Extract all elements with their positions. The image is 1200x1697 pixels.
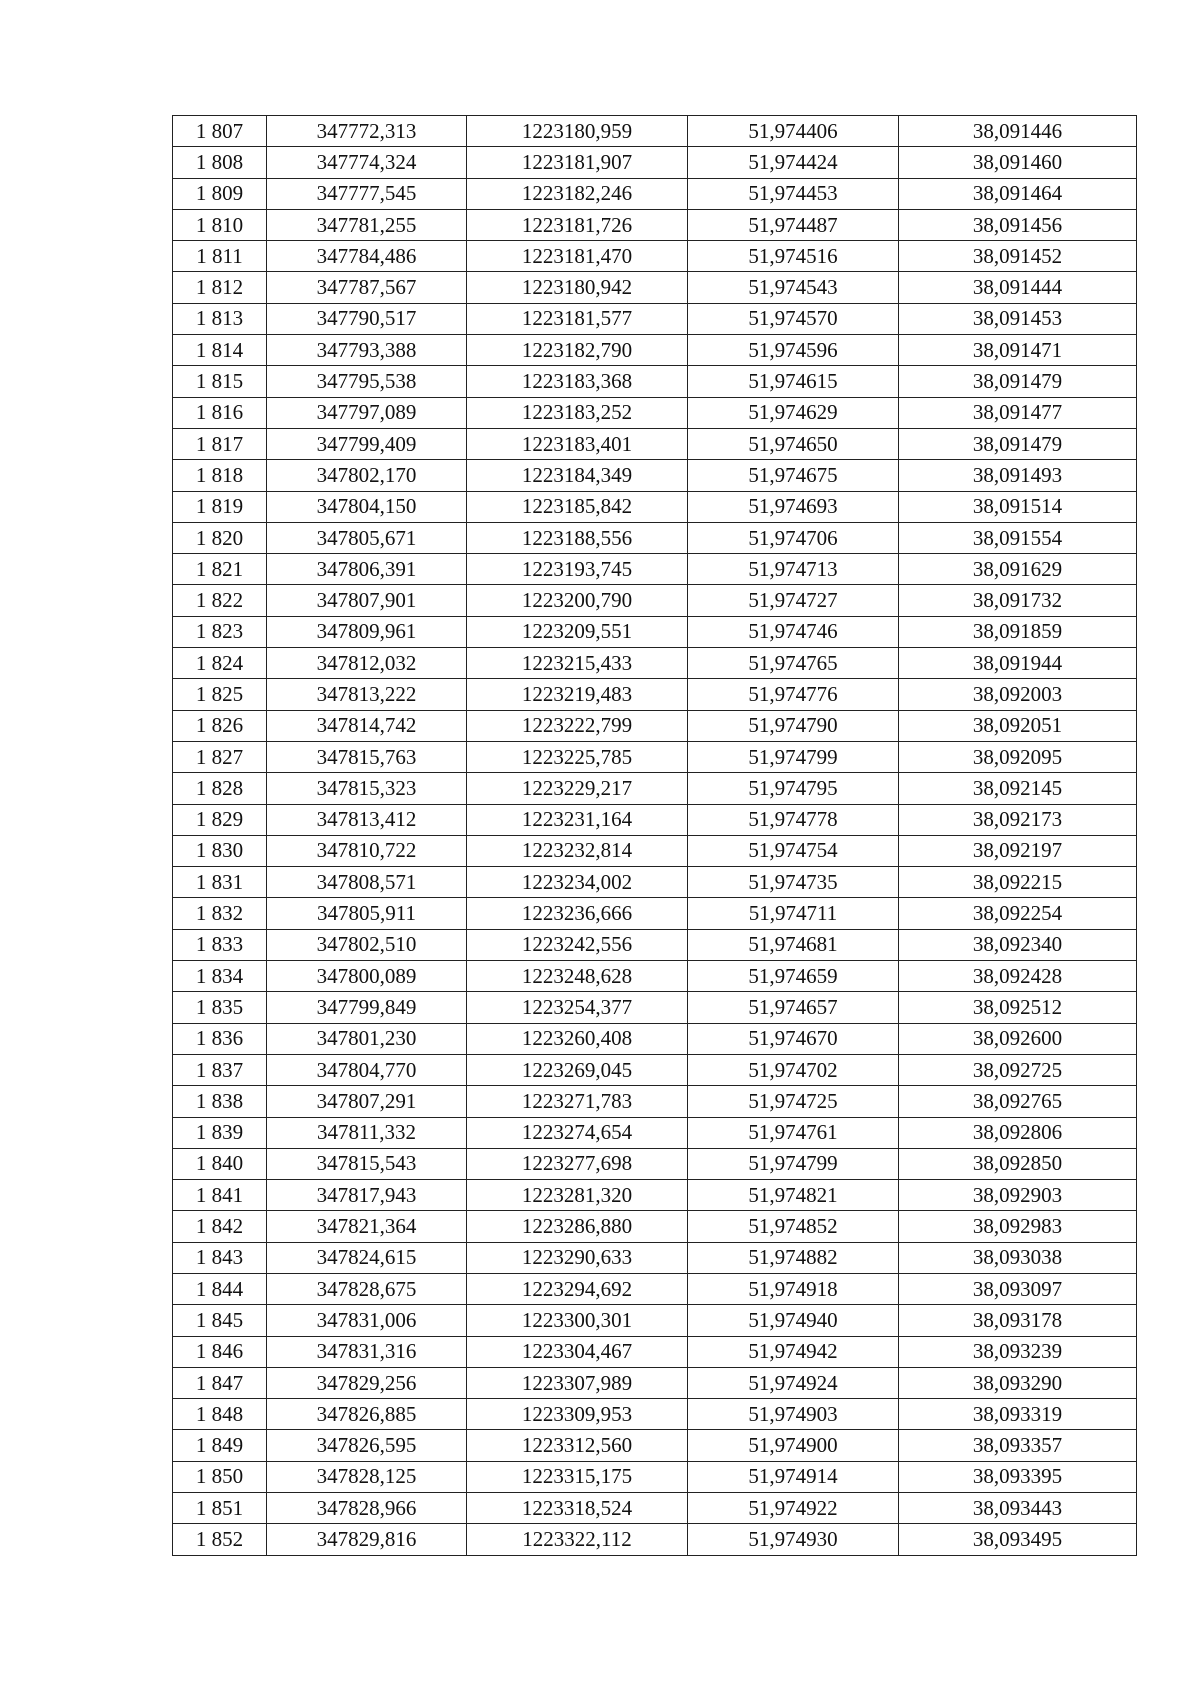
latitude-cell: 51,974453 [688, 178, 899, 209]
latitude-cell: 51,974516 [688, 241, 899, 272]
table-row [173, 303, 1137, 334]
latitude-cell: 51,974799 [688, 1148, 899, 1179]
y-coordinate-cell: 1223274,654 [467, 1117, 688, 1148]
longitude-cell: 38,092725 [899, 1054, 1137, 1085]
table-row [173, 1148, 1137, 1179]
y-coordinate-cell: 1223225,785 [467, 741, 688, 772]
x-coordinate-cell: 347811,332 [267, 1117, 467, 1148]
x-coordinate-cell: 347804,770 [267, 1054, 467, 1085]
table-row [173, 648, 1137, 679]
longitude-cell: 38,091514 [899, 491, 1137, 522]
y-coordinate-cell: 1223181,726 [467, 209, 688, 240]
latitude-cell: 51,974735 [688, 867, 899, 898]
x-coordinate-cell: 347797,089 [267, 397, 467, 428]
point-number-cell: 1 831 [173, 867, 267, 898]
table-row [173, 961, 1137, 992]
point-number-cell: 1 815 [173, 366, 267, 397]
y-coordinate-cell: 1223309,953 [467, 1399, 688, 1430]
y-coordinate-cell: 1223184,349 [467, 460, 688, 491]
y-coordinate-cell: 1223236,666 [467, 898, 688, 929]
longitude-cell: 38,093395 [899, 1461, 1137, 1492]
point-number-cell: 1 809 [173, 178, 267, 209]
table-row [173, 1461, 1137, 1492]
y-coordinate-cell: 1223183,401 [467, 428, 688, 459]
point-number-cell: 1 841 [173, 1180, 267, 1211]
table-row [173, 585, 1137, 616]
longitude-cell: 38,091732 [899, 585, 1137, 616]
point-number-cell: 1 852 [173, 1524, 267, 1555]
table-row [173, 272, 1137, 303]
longitude-cell: 38,091477 [899, 397, 1137, 428]
y-coordinate-cell: 1223315,175 [467, 1461, 688, 1492]
y-coordinate-cell: 1223215,433 [467, 648, 688, 679]
point-number-cell: 1 808 [173, 147, 267, 178]
longitude-cell: 38,091446 [899, 116, 1137, 147]
table-row [173, 1524, 1137, 1555]
y-coordinate-cell: 1223209,551 [467, 616, 688, 647]
longitude-cell: 38,092983 [899, 1211, 1137, 1242]
x-coordinate-cell: 347812,032 [267, 648, 467, 679]
longitude-cell: 38,091471 [899, 335, 1137, 366]
x-coordinate-cell: 347787,567 [267, 272, 467, 303]
table-row [173, 397, 1137, 428]
longitude-cell: 38,092197 [899, 835, 1137, 866]
table-row [173, 116, 1137, 147]
longitude-cell: 38,091479 [899, 366, 1137, 397]
longitude-cell: 38,092806 [899, 1117, 1137, 1148]
table-row [173, 1211, 1137, 1242]
longitude-cell: 38,093239 [899, 1336, 1137, 1367]
longitude-cell: 38,092003 [899, 679, 1137, 710]
y-coordinate-cell: 1223219,483 [467, 679, 688, 710]
longitude-cell: 38,091460 [899, 147, 1137, 178]
y-coordinate-cell: 1223183,368 [467, 366, 688, 397]
y-coordinate-cell: 1223180,942 [467, 272, 688, 303]
latitude-cell: 51,974918 [688, 1273, 899, 1304]
x-coordinate-cell: 347813,412 [267, 804, 467, 835]
longitude-cell: 38,091493 [899, 460, 1137, 491]
table-row [173, 147, 1137, 178]
latitude-cell: 51,974799 [688, 741, 899, 772]
table-row [173, 1117, 1137, 1148]
latitude-cell: 51,974922 [688, 1493, 899, 1524]
point-number-cell: 1 833 [173, 929, 267, 960]
point-number-cell: 1 821 [173, 554, 267, 585]
latitude-cell: 51,974776 [688, 679, 899, 710]
point-number-cell: 1 811 [173, 241, 267, 272]
longitude-cell: 38,093178 [899, 1305, 1137, 1336]
point-number-cell: 1 840 [173, 1148, 267, 1179]
point-number-cell: 1 844 [173, 1273, 267, 1304]
y-coordinate-cell: 1223312,560 [467, 1430, 688, 1461]
y-coordinate-cell: 1223200,790 [467, 585, 688, 616]
point-number-cell: 1 839 [173, 1117, 267, 1148]
y-coordinate-cell: 1223229,217 [467, 773, 688, 804]
x-coordinate-cell: 347824,615 [267, 1242, 467, 1273]
latitude-cell: 51,974711 [688, 898, 899, 929]
table-row [173, 898, 1137, 929]
longitude-cell: 38,092173 [899, 804, 1137, 835]
coordinates-table [172, 115, 1137, 1556]
latitude-cell: 51,974900 [688, 1430, 899, 1461]
point-number-cell: 1 817 [173, 428, 267, 459]
y-coordinate-cell: 1223242,556 [467, 929, 688, 960]
point-number-cell: 1 838 [173, 1086, 267, 1117]
latitude-cell: 51,974754 [688, 835, 899, 866]
latitude-cell: 51,974903 [688, 1399, 899, 1430]
point-number-cell: 1 824 [173, 648, 267, 679]
point-number-cell: 1 816 [173, 397, 267, 428]
y-coordinate-cell: 1223234,002 [467, 867, 688, 898]
latitude-cell: 51,974424 [688, 147, 899, 178]
table-row [173, 710, 1137, 741]
y-coordinate-cell: 1223322,112 [467, 1524, 688, 1555]
point-number-cell: 1 830 [173, 835, 267, 866]
y-coordinate-cell: 1223182,246 [467, 178, 688, 209]
latitude-cell: 51,974746 [688, 616, 899, 647]
x-coordinate-cell: 347826,885 [267, 1399, 467, 1430]
point-number-cell: 1 842 [173, 1211, 267, 1242]
y-coordinate-cell: 1223181,907 [467, 147, 688, 178]
longitude-cell: 38,093290 [899, 1367, 1137, 1398]
table-row [173, 241, 1137, 272]
x-coordinate-cell: 347806,391 [267, 554, 467, 585]
point-number-cell: 1 819 [173, 491, 267, 522]
latitude-cell: 51,974596 [688, 335, 899, 366]
table-row [173, 1086, 1137, 1117]
latitude-cell: 51,974670 [688, 1023, 899, 1054]
coordinates-table-body [173, 116, 1137, 1556]
longitude-cell: 38,091554 [899, 522, 1137, 553]
x-coordinate-cell: 347815,543 [267, 1148, 467, 1179]
point-number-cell: 1 843 [173, 1242, 267, 1273]
y-coordinate-cell: 1223307,989 [467, 1367, 688, 1398]
latitude-cell: 51,974713 [688, 554, 899, 585]
x-coordinate-cell: 347809,961 [267, 616, 467, 647]
point-number-cell: 1 812 [173, 272, 267, 303]
y-coordinate-cell: 1223188,556 [467, 522, 688, 553]
latitude-cell: 51,974940 [688, 1305, 899, 1336]
x-coordinate-cell: 347772,313 [267, 116, 467, 147]
x-coordinate-cell: 347801,230 [267, 1023, 467, 1054]
point-number-cell: 1 820 [173, 522, 267, 553]
table-row [173, 741, 1137, 772]
x-coordinate-cell: 347829,816 [267, 1524, 467, 1555]
longitude-cell: 38,092051 [899, 710, 1137, 741]
latitude-cell: 51,974924 [688, 1367, 899, 1398]
longitude-cell: 38,092903 [899, 1180, 1137, 1211]
x-coordinate-cell: 347829,256 [267, 1367, 467, 1398]
y-coordinate-cell: 1223181,470 [467, 241, 688, 272]
table-row [173, 428, 1137, 459]
latitude-cell: 51,974882 [688, 1242, 899, 1273]
latitude-cell: 51,974657 [688, 992, 899, 1023]
x-coordinate-cell: 347814,742 [267, 710, 467, 741]
x-coordinate-cell: 347781,255 [267, 209, 467, 240]
y-coordinate-cell: 1223183,252 [467, 397, 688, 428]
latitude-cell: 51,974650 [688, 428, 899, 459]
table-row [173, 491, 1137, 522]
point-number-cell: 1 835 [173, 992, 267, 1023]
table-row [173, 804, 1137, 835]
point-number-cell: 1 814 [173, 335, 267, 366]
x-coordinate-cell: 347817,943 [267, 1180, 467, 1211]
y-coordinate-cell: 1223290,633 [467, 1242, 688, 1273]
latitude-cell: 51,974615 [688, 366, 899, 397]
longitude-cell: 38,091452 [899, 241, 1137, 272]
longitude-cell: 38,093357 [899, 1430, 1137, 1461]
longitude-cell: 38,093319 [899, 1399, 1137, 1430]
point-number-cell: 1 823 [173, 616, 267, 647]
longitude-cell: 38,091464 [899, 178, 1137, 209]
latitude-cell: 51,974659 [688, 961, 899, 992]
y-coordinate-cell: 1223294,692 [467, 1273, 688, 1304]
table-row [173, 1273, 1137, 1304]
latitude-cell: 51,974693 [688, 491, 899, 522]
x-coordinate-cell: 347799,849 [267, 992, 467, 1023]
x-coordinate-cell: 347777,545 [267, 178, 467, 209]
y-coordinate-cell: 1223193,745 [467, 554, 688, 585]
table-row [173, 460, 1137, 491]
x-coordinate-cell: 347808,571 [267, 867, 467, 898]
table-row [173, 522, 1137, 553]
x-coordinate-cell: 347831,006 [267, 1305, 467, 1336]
table-row [173, 929, 1137, 960]
table-row [173, 616, 1137, 647]
x-coordinate-cell: 347807,901 [267, 585, 467, 616]
point-number-cell: 1 834 [173, 961, 267, 992]
latitude-cell: 51,974543 [688, 272, 899, 303]
latitude-cell: 51,974570 [688, 303, 899, 334]
point-number-cell: 1 832 [173, 898, 267, 929]
longitude-cell: 38,092765 [899, 1086, 1137, 1117]
x-coordinate-cell: 347784,486 [267, 241, 467, 272]
point-number-cell: 1 826 [173, 710, 267, 741]
y-coordinate-cell: 1223269,045 [467, 1054, 688, 1085]
y-coordinate-cell: 1223260,408 [467, 1023, 688, 1054]
longitude-cell: 38,091479 [899, 428, 1137, 459]
latitude-cell: 51,974487 [688, 209, 899, 240]
longitude-cell: 38,092145 [899, 773, 1137, 804]
x-coordinate-cell: 347828,966 [267, 1493, 467, 1524]
y-coordinate-cell: 1223300,301 [467, 1305, 688, 1336]
table-row [173, 554, 1137, 585]
point-number-cell: 1 813 [173, 303, 267, 334]
point-number-cell: 1 810 [173, 209, 267, 240]
y-coordinate-cell: 1223254,377 [467, 992, 688, 1023]
longitude-cell: 38,092428 [899, 961, 1137, 992]
y-coordinate-cell: 1223222,799 [467, 710, 688, 741]
table-row [173, 209, 1137, 240]
x-coordinate-cell: 347802,170 [267, 460, 467, 491]
table-row [173, 178, 1137, 209]
longitude-cell: 38,091859 [899, 616, 1137, 647]
longitude-cell: 38,092850 [899, 1148, 1137, 1179]
point-number-cell: 1 828 [173, 773, 267, 804]
point-number-cell: 1 850 [173, 1461, 267, 1492]
x-coordinate-cell: 347790,517 [267, 303, 467, 334]
point-number-cell: 1 845 [173, 1305, 267, 1336]
latitude-cell: 51,974675 [688, 460, 899, 491]
x-coordinate-cell: 347828,125 [267, 1461, 467, 1492]
latitude-cell: 51,974914 [688, 1461, 899, 1492]
x-coordinate-cell: 347804,150 [267, 491, 467, 522]
latitude-cell: 51,974778 [688, 804, 899, 835]
longitude-cell: 38,092254 [899, 898, 1137, 929]
y-coordinate-cell: 1223182,790 [467, 335, 688, 366]
longitude-cell: 38,091453 [899, 303, 1137, 334]
point-number-cell: 1 818 [173, 460, 267, 491]
longitude-cell: 38,091944 [899, 648, 1137, 679]
longitude-cell: 38,091456 [899, 209, 1137, 240]
table-row [173, 992, 1137, 1023]
x-coordinate-cell: 347807,291 [267, 1086, 467, 1117]
point-number-cell: 1 807 [173, 116, 267, 147]
table-row [173, 679, 1137, 710]
x-coordinate-cell: 347793,388 [267, 335, 467, 366]
x-coordinate-cell: 347813,222 [267, 679, 467, 710]
point-number-cell: 1 849 [173, 1430, 267, 1461]
x-coordinate-cell: 347828,675 [267, 1273, 467, 1304]
x-coordinate-cell: 347795,538 [267, 366, 467, 397]
table-row [173, 366, 1137, 397]
latitude-cell: 51,974930 [688, 1524, 899, 1555]
longitude-cell: 38,092340 [899, 929, 1137, 960]
table-row [173, 1023, 1137, 1054]
longitude-cell: 38,091444 [899, 272, 1137, 303]
longitude-cell: 38,093495 [899, 1524, 1137, 1555]
y-coordinate-cell: 1223181,577 [467, 303, 688, 334]
latitude-cell: 51,974727 [688, 585, 899, 616]
table-row [173, 1367, 1137, 1398]
table-row [173, 835, 1137, 866]
table-row [173, 335, 1137, 366]
longitude-cell: 38,093038 [899, 1242, 1137, 1273]
point-number-cell: 1 822 [173, 585, 267, 616]
latitude-cell: 51,974629 [688, 397, 899, 428]
y-coordinate-cell: 1223277,698 [467, 1148, 688, 1179]
longitude-cell: 38,093097 [899, 1273, 1137, 1304]
latitude-cell: 51,974406 [688, 116, 899, 147]
longitude-cell: 38,092512 [899, 992, 1137, 1023]
point-number-cell: 1 825 [173, 679, 267, 710]
y-coordinate-cell: 1223185,842 [467, 491, 688, 522]
x-coordinate-cell: 347799,409 [267, 428, 467, 459]
longitude-cell: 38,093443 [899, 1493, 1137, 1524]
y-coordinate-cell: 1223304,467 [467, 1336, 688, 1367]
table-row [173, 1336, 1137, 1367]
latitude-cell: 51,974852 [688, 1211, 899, 1242]
y-coordinate-cell: 1223286,880 [467, 1211, 688, 1242]
latitude-cell: 51,974765 [688, 648, 899, 679]
point-number-cell: 1 851 [173, 1493, 267, 1524]
latitude-cell: 51,974761 [688, 1117, 899, 1148]
x-coordinate-cell: 347800,089 [267, 961, 467, 992]
longitude-cell: 38,092095 [899, 741, 1137, 772]
y-coordinate-cell: 1223281,320 [467, 1180, 688, 1211]
table-row [173, 1054, 1137, 1085]
x-coordinate-cell: 347805,671 [267, 522, 467, 553]
point-number-cell: 1 848 [173, 1399, 267, 1430]
y-coordinate-cell: 1223180,959 [467, 116, 688, 147]
table-row [173, 1493, 1137, 1524]
x-coordinate-cell: 347802,510 [267, 929, 467, 960]
point-number-cell: 1 836 [173, 1023, 267, 1054]
y-coordinate-cell: 1223318,524 [467, 1493, 688, 1524]
x-coordinate-cell: 347774,324 [267, 147, 467, 178]
table-row [173, 1430, 1137, 1461]
point-number-cell: 1 846 [173, 1336, 267, 1367]
latitude-cell: 51,974706 [688, 522, 899, 553]
x-coordinate-cell: 347810,722 [267, 835, 467, 866]
latitude-cell: 51,974681 [688, 929, 899, 960]
point-number-cell: 1 847 [173, 1367, 267, 1398]
y-coordinate-cell: 1223231,164 [467, 804, 688, 835]
table-row [173, 1242, 1137, 1273]
y-coordinate-cell: 1223232,814 [467, 835, 688, 866]
x-coordinate-cell: 347831,316 [267, 1336, 467, 1367]
longitude-cell: 38,091629 [899, 554, 1137, 585]
point-number-cell: 1 829 [173, 804, 267, 835]
x-coordinate-cell: 347826,595 [267, 1430, 467, 1461]
x-coordinate-cell: 347815,763 [267, 741, 467, 772]
y-coordinate-cell: 1223248,628 [467, 961, 688, 992]
table-row [173, 867, 1137, 898]
longitude-cell: 38,092600 [899, 1023, 1137, 1054]
point-number-cell: 1 827 [173, 741, 267, 772]
x-coordinate-cell: 347815,323 [267, 773, 467, 804]
latitude-cell: 51,974790 [688, 710, 899, 741]
latitude-cell: 51,974942 [688, 1336, 899, 1367]
latitude-cell: 51,974821 [688, 1180, 899, 1211]
table-row [173, 1399, 1137, 1430]
latitude-cell: 51,974725 [688, 1086, 899, 1117]
x-coordinate-cell: 347805,911 [267, 898, 467, 929]
x-coordinate-cell: 347821,364 [267, 1211, 467, 1242]
table-row [173, 1180, 1137, 1211]
latitude-cell: 51,974795 [688, 773, 899, 804]
point-number-cell: 1 837 [173, 1054, 267, 1085]
longitude-cell: 38,092215 [899, 867, 1137, 898]
table-row [173, 1305, 1137, 1336]
table-row [173, 773, 1137, 804]
latitude-cell: 51,974702 [688, 1054, 899, 1085]
y-coordinate-cell: 1223271,783 [467, 1086, 688, 1117]
